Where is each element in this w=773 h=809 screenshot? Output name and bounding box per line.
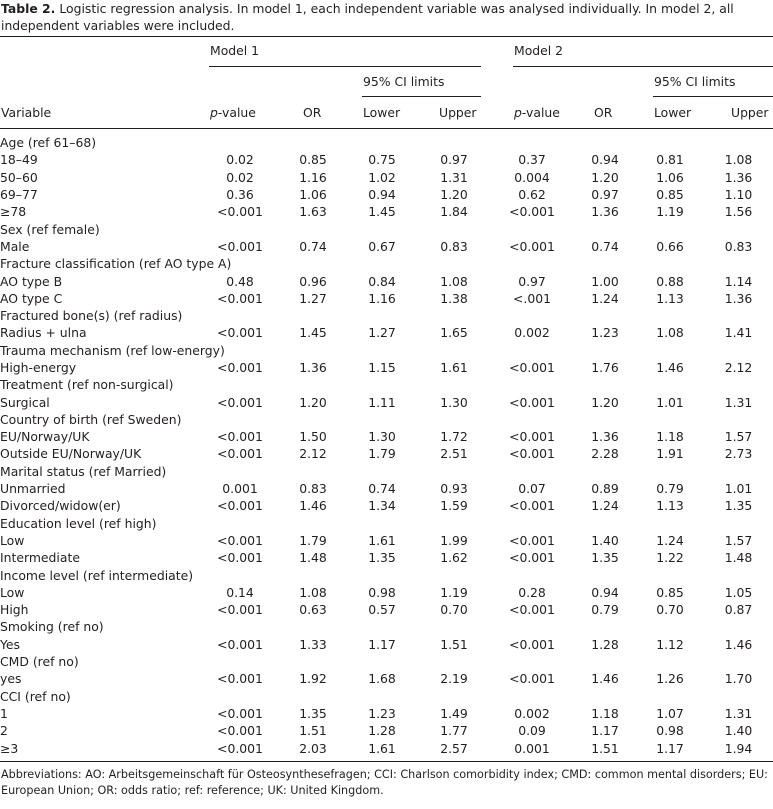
header-rule	[0, 128, 773, 129]
cell-value: 1.46	[591, 671, 619, 687]
group-label: Fractured bone(s) (ref radius)	[0, 308, 183, 324]
model-1-rule	[209, 66, 481, 67]
group-label: Sex (ref female)	[0, 221, 100, 237]
table-row	[0, 480, 773, 497]
cell-value: 1.16	[299, 169, 327, 185]
cell-value: <0.001	[217, 238, 263, 254]
cell-value: <0.001	[217, 204, 263, 220]
table-row	[0, 169, 773, 186]
cell-value: 1.36	[591, 204, 619, 220]
cell-value: 1.41	[724, 325, 753, 341]
row-label: Unmarried	[0, 481, 66, 497]
cell-value: 0.97	[591, 187, 619, 203]
cell-value: 0.57	[368, 602, 396, 618]
table-row	[0, 186, 773, 203]
cell-value: 1.15	[368, 360, 396, 375]
cell-value: 1.91	[656, 446, 684, 462]
cell-value: 0.79	[591, 602, 619, 618]
cell-value: 0.93	[440, 481, 468, 497]
header-p-value-model-1	[210, 105, 256, 121]
cell-value: 0.94	[368, 187, 396, 203]
cell-value: 1.46	[299, 498, 327, 514]
cell-value: 1.01	[656, 394, 684, 410]
cell-value: 1.36	[591, 429, 619, 445]
cell-value: <0.001	[217, 325, 263, 341]
header-ci-model-1: 95% CI limits	[363, 74, 445, 89]
group-header-row	[0, 653, 773, 670]
cell-value: 1.35	[368, 550, 396, 566]
cell-value: 0.85	[656, 187, 684, 203]
cell-value: 0.002	[514, 325, 550, 341]
cell-value: 1.35	[724, 498, 753, 514]
cell-value: 1.08	[724, 152, 753, 168]
group-header-row	[0, 411, 773, 428]
table-row	[0, 359, 773, 376]
cell-value: <0.001	[509, 360, 555, 375]
cell-value: 1.65	[440, 325, 468, 341]
cell-value: 0.001	[514, 740, 550, 756]
group-header-row	[0, 307, 773, 324]
cell-value: 1.84	[440, 204, 468, 220]
table-row	[0, 428, 773, 445]
cell-value: 1.35	[591, 550, 619, 566]
cell-value: <0.001	[217, 723, 263, 739]
cell-value: 0.98	[368, 584, 396, 600]
cell-value: 1.38	[440, 290, 468, 306]
group-label: CCI (ref no)	[0, 688, 71, 704]
header-upper-model-1: Upper	[439, 105, 477, 120]
header-lower-model-2: Lower	[654, 105, 692, 120]
row-label: 69–77	[0, 187, 38, 203]
row-label: ≥78	[0, 204, 27, 220]
cell-value: 0.94	[591, 152, 619, 168]
cell-value: 1.14	[724, 273, 753, 289]
header-or-model-1: OR	[303, 105, 322, 120]
cell-value: 2.57	[440, 740, 468, 756]
table-row	[0, 497, 773, 514]
cell-value: 0.67	[368, 238, 396, 254]
cell-value: 1.34	[368, 498, 396, 514]
cell-value: 1.27	[368, 325, 396, 341]
cell-value: 1.57	[724, 429, 753, 445]
cell-value: 0.98	[656, 723, 684, 739]
cell-value: 0.74	[591, 238, 619, 254]
header-p-letter: p	[210, 105, 218, 120]
cell-value: 1.79	[368, 446, 396, 462]
model-2-rule	[513, 66, 773, 67]
cell-value: 0.85	[656, 584, 684, 600]
header-upper-model-2: Upper	[731, 105, 769, 120]
row-label: EU/Norway/UK	[0, 429, 90, 445]
table-row	[0, 290, 773, 307]
ci-model-2-rule	[653, 96, 773, 97]
top-rule	[0, 36, 773, 37]
cell-value: 1.56	[724, 204, 753, 220]
cell-value: <0.001	[217, 550, 263, 566]
cell-value: <0.001	[217, 446, 263, 462]
header-p-suffix: -value	[521, 105, 560, 120]
cell-value: 0.02	[226, 169, 254, 185]
cell-value: 1.79	[299, 532, 327, 548]
cell-value: 1.61	[368, 532, 396, 548]
cell-value: 1.08	[299, 584, 327, 600]
cell-value: 2.03	[299, 740, 327, 756]
cell-value: 1.48	[299, 550, 327, 566]
cell-value: 0.85	[299, 152, 327, 168]
cell-value: 1.94	[724, 740, 753, 756]
row-label: yes	[0, 671, 22, 687]
row-label: Divorced/widow(er)	[0, 498, 121, 514]
cell-value: 0.001	[222, 481, 258, 497]
group-label: Country of birth (ref Sweden)	[0, 411, 182, 427]
cell-value: 1.06	[299, 187, 327, 203]
cell-value: 2.12	[299, 446, 327, 462]
cell-value: 0.62	[518, 187, 546, 203]
cell-value: <0.001	[509, 238, 555, 254]
cell-value: 1.59	[440, 498, 468, 514]
table-row	[0, 272, 773, 289]
cell-value: <0.001	[217, 705, 263, 721]
cell-value: <.001	[513, 290, 551, 306]
cell-value: 1.31	[440, 169, 468, 185]
cell-value: 1.33	[299, 636, 327, 652]
cell-value: 1.17	[591, 723, 619, 739]
row-label: High-energy	[0, 360, 77, 375]
cell-value: <0.001	[217, 498, 263, 514]
group-header-row	[0, 566, 773, 583]
table-row	[0, 203, 773, 220]
header-p-letter: p	[514, 105, 522, 120]
cell-value: 0.87	[724, 602, 753, 618]
cell-value: 1.01	[724, 481, 753, 497]
cell-value: 0.48	[226, 273, 254, 289]
bottom-rule	[0, 761, 773, 762]
caption-text: Logistic regression analysis. In model 1, each independent variable was analysed individually. In model 2, all independent variables were included.	[1, 1, 734, 33]
cell-value: <0.001	[509, 498, 555, 514]
group-label: Marital status (ref Married)	[0, 463, 167, 479]
row-label: 18–49	[0, 152, 38, 168]
cell-value: 0.28	[518, 584, 546, 600]
cell-value: 1.45	[368, 204, 396, 220]
group-header-row	[0, 134, 773, 151]
cell-value: 1.28	[368, 723, 396, 739]
cell-value: 1.08	[440, 273, 468, 289]
cell-value: 0.97	[518, 273, 546, 289]
cell-value: <0.001	[217, 532, 263, 548]
cell-value: <0.001	[509, 636, 555, 652]
table-row	[0, 601, 773, 618]
cell-value: 1.99	[440, 532, 468, 548]
row-label: Surgical	[0, 394, 50, 410]
ci-model-1-rule	[362, 96, 481, 97]
cell-value: 1.51	[440, 636, 468, 652]
group-label: Education level (ref high)	[0, 515, 157, 531]
group-label: CMD (ref no)	[0, 654, 79, 670]
cell-value: 0.75	[368, 152, 396, 168]
cell-value: 1.18	[591, 705, 619, 721]
cell-value: 0.004	[514, 169, 550, 185]
table-footnote: Abbreviations: AO: Arbeitsgemeinschaft für Osteosynthesefragen; CCI: Charlson comorbidity index; CMD: common mental disorders; EU: European Union; OR: odds ratio; ref: reference; UK: United Kingdom.	[1, 768, 768, 797]
results-table	[0, 134, 773, 757]
cell-value: 1.70	[724, 671, 753, 687]
cell-value: 1.19	[656, 204, 684, 220]
cell-value: 0.83	[724, 238, 753, 254]
cell-value: 0.79	[656, 481, 684, 497]
cell-value: 1.17	[656, 740, 684, 756]
cell-value: <0.001	[217, 394, 263, 410]
cell-value: <0.001	[217, 740, 263, 756]
cell-value: 2.28	[591, 446, 619, 462]
cell-value: 1.51	[299, 723, 327, 739]
cell-value: <0.001	[509, 394, 555, 410]
row-label: Low	[0, 532, 25, 548]
header-p-value-model-2	[514, 105, 560, 121]
cell-value: 1.26	[656, 671, 684, 687]
row-label: 50–60	[0, 169, 38, 185]
group-header-row	[0, 376, 773, 393]
table-row	[0, 549, 773, 566]
table-row	[0, 705, 773, 722]
cell-value: 1.20	[440, 187, 468, 203]
cell-value: 1.24	[656, 532, 684, 548]
cell-value: 0.96	[299, 273, 327, 289]
cell-value: 1.77	[440, 723, 468, 739]
cell-value: 1.49	[440, 705, 468, 721]
cell-value: 0.83	[440, 238, 468, 254]
table-row	[0, 670, 773, 687]
cell-value: 2.12	[724, 360, 753, 375]
cell-value: 2.73	[724, 446, 753, 462]
cell-value: 1.23	[591, 325, 619, 341]
cell-value: 1.02	[368, 169, 396, 185]
row-label: Radius + ulna	[0, 325, 87, 341]
cell-value: 1.31	[724, 705, 753, 721]
table-caption	[1, 1, 767, 34]
row-label: AO type C	[0, 290, 63, 306]
cell-value: 0.66	[656, 238, 684, 254]
table-row	[0, 636, 773, 653]
row-label: Low	[0, 584, 25, 600]
table-row	[0, 238, 773, 255]
cell-value: 1.61	[440, 360, 468, 375]
cell-value: <0.001	[509, 550, 555, 566]
cell-value: 1.35	[299, 705, 327, 721]
group-header-row	[0, 255, 773, 272]
cell-value: 0.97	[440, 152, 468, 168]
cell-value: 1.68	[368, 671, 396, 687]
row-label: High	[0, 602, 29, 618]
row-label: ≥3	[0, 740, 19, 756]
row-label: Intermediate	[0, 550, 80, 566]
cell-value: 1.28	[591, 636, 619, 652]
cell-value: 1.31	[724, 394, 753, 410]
header-lower-model-1: Lower	[363, 105, 401, 120]
cell-value: 1.45	[299, 325, 327, 341]
group-label: Smoking (ref no)	[0, 619, 104, 635]
row-label: Male	[0, 238, 30, 254]
cell-value: 0.70	[440, 602, 468, 618]
cell-value: 0.07	[518, 481, 546, 497]
cell-value: 0.36	[226, 187, 254, 203]
cell-value: 1.05	[724, 584, 753, 600]
cell-value: 1.20	[299, 394, 327, 410]
cell-value: 0.14	[226, 584, 254, 600]
cell-value: 1.18	[656, 429, 684, 445]
cell-value: 0.70	[656, 602, 684, 618]
cell-value: 1.40	[724, 723, 753, 739]
cell-value: 1.24	[591, 290, 619, 306]
table-row	[0, 393, 773, 410]
cell-value: 1.36	[299, 360, 327, 375]
cell-value: 0.81	[656, 152, 684, 168]
cell-value: 1.11	[368, 394, 396, 410]
cell-value: 1.07	[656, 705, 684, 721]
cell-value: 1.17	[368, 636, 396, 652]
cell-value: 1.46	[656, 360, 684, 375]
header-p-suffix: -value	[217, 105, 256, 120]
group-header-row	[0, 463, 773, 480]
cell-value: 1.20	[591, 169, 619, 185]
cell-value: 1.46	[724, 636, 753, 652]
cell-value: 1.92	[299, 671, 327, 687]
cell-value: 1.63	[299, 204, 327, 220]
cell-value: 0.88	[656, 273, 684, 289]
cell-value: <0.001	[217, 671, 263, 687]
cell-value: 1.50	[299, 429, 327, 445]
caption-label: Table 2.	[1, 1, 56, 16]
cell-value: 0.84	[368, 273, 396, 289]
cell-value: 1.36	[724, 169, 753, 185]
cell-value: 1.76	[591, 360, 619, 375]
cell-value: <0.001	[509, 532, 555, 548]
group-label: Income level (ref intermediate)	[0, 567, 194, 583]
group-header-row	[0, 515, 773, 532]
cell-value: 1.30	[368, 429, 396, 445]
cell-value: 1.08	[656, 325, 684, 341]
cell-value: <0.001	[217, 290, 263, 306]
cell-value: 2.19	[440, 671, 468, 687]
row-label: Outside EU/Norway/UK	[0, 446, 142, 462]
header-model-1: Model 1	[210, 43, 260, 58]
table-row	[0, 722, 773, 739]
cell-value: <0.001	[217, 429, 263, 445]
group-header-row	[0, 220, 773, 237]
cell-value: 1.06	[656, 169, 684, 185]
cell-value: 0.63	[299, 602, 327, 618]
cell-value: <0.001	[509, 204, 555, 220]
cell-value: 1.27	[299, 290, 327, 306]
group-label: Age (ref 61–68)	[0, 135, 97, 151]
cell-value: 0.09	[518, 723, 546, 739]
header-model-2: Model 2	[514, 43, 564, 58]
cell-value: <0.001	[509, 446, 555, 462]
cell-value: 1.16	[368, 290, 396, 306]
row-label: AO type B	[0, 273, 63, 289]
header-ci-model-2: 95% CI limits	[654, 74, 736, 89]
table-row	[0, 739, 773, 756]
group-header-row	[0, 688, 773, 705]
header-or-model-2: OR	[594, 105, 613, 120]
group-header-row	[0, 618, 773, 635]
cell-value: 0.89	[591, 481, 619, 497]
cell-value: 1.22	[656, 550, 684, 566]
cell-value: 1.36	[724, 290, 753, 306]
cell-value: 1.24	[591, 498, 619, 514]
cell-value: <0.001	[509, 429, 555, 445]
cell-value: 1.10	[724, 187, 753, 203]
cell-value: <0.001	[217, 636, 263, 652]
cell-value: <0.001	[509, 671, 555, 687]
header-variable: Variable	[1, 105, 52, 120]
cell-value: 1.23	[368, 705, 396, 721]
cell-value: 2.51	[440, 446, 468, 462]
cell-value: 1.51	[591, 740, 619, 756]
cell-value: 1.13	[656, 498, 684, 514]
group-label: Trauma mechanism (ref low-energy)	[0, 342, 225, 358]
cell-value: 1.13	[656, 290, 684, 306]
table-row	[0, 324, 773, 341]
row-label: 2	[0, 723, 8, 739]
cell-value: 0.94	[591, 584, 619, 600]
cell-value: 1.00	[591, 273, 619, 289]
row-label: Yes	[0, 636, 21, 652]
table-row	[0, 532, 773, 549]
cell-value: 0.74	[368, 481, 396, 497]
cell-value: 0.74	[299, 238, 327, 254]
cell-value: 1.30	[440, 394, 468, 410]
cell-value: 1.12	[656, 636, 684, 652]
cell-value: 1.62	[440, 550, 468, 566]
group-label: Fracture classification (ref AO type A)	[0, 256, 232, 272]
cell-value: 1.61	[368, 740, 396, 756]
cell-value: 1.57	[724, 532, 753, 548]
cell-value: 0.83	[299, 481, 327, 497]
cell-value: <0.001	[217, 360, 263, 375]
cell-value: 0.002	[514, 705, 550, 721]
cell-value: <0.001	[217, 602, 263, 618]
cell-value: 1.72	[440, 429, 468, 445]
cell-value: 1.19	[440, 584, 468, 600]
cell-value: 1.20	[591, 394, 619, 410]
cell-value: 1.48	[724, 550, 753, 566]
cell-value: 0.02	[226, 152, 254, 168]
table-row	[0, 445, 773, 462]
cell-value: 1.40	[591, 532, 619, 548]
cell-value: 0.37	[518, 152, 546, 168]
cell-value: <0.001	[509, 602, 555, 618]
group-label: Treatment (ref non-surgical)	[0, 377, 174, 393]
table-row	[0, 584, 773, 601]
row-label: 1	[0, 705, 8, 721]
group-header-row	[0, 342, 773, 359]
table-row	[0, 151, 773, 168]
